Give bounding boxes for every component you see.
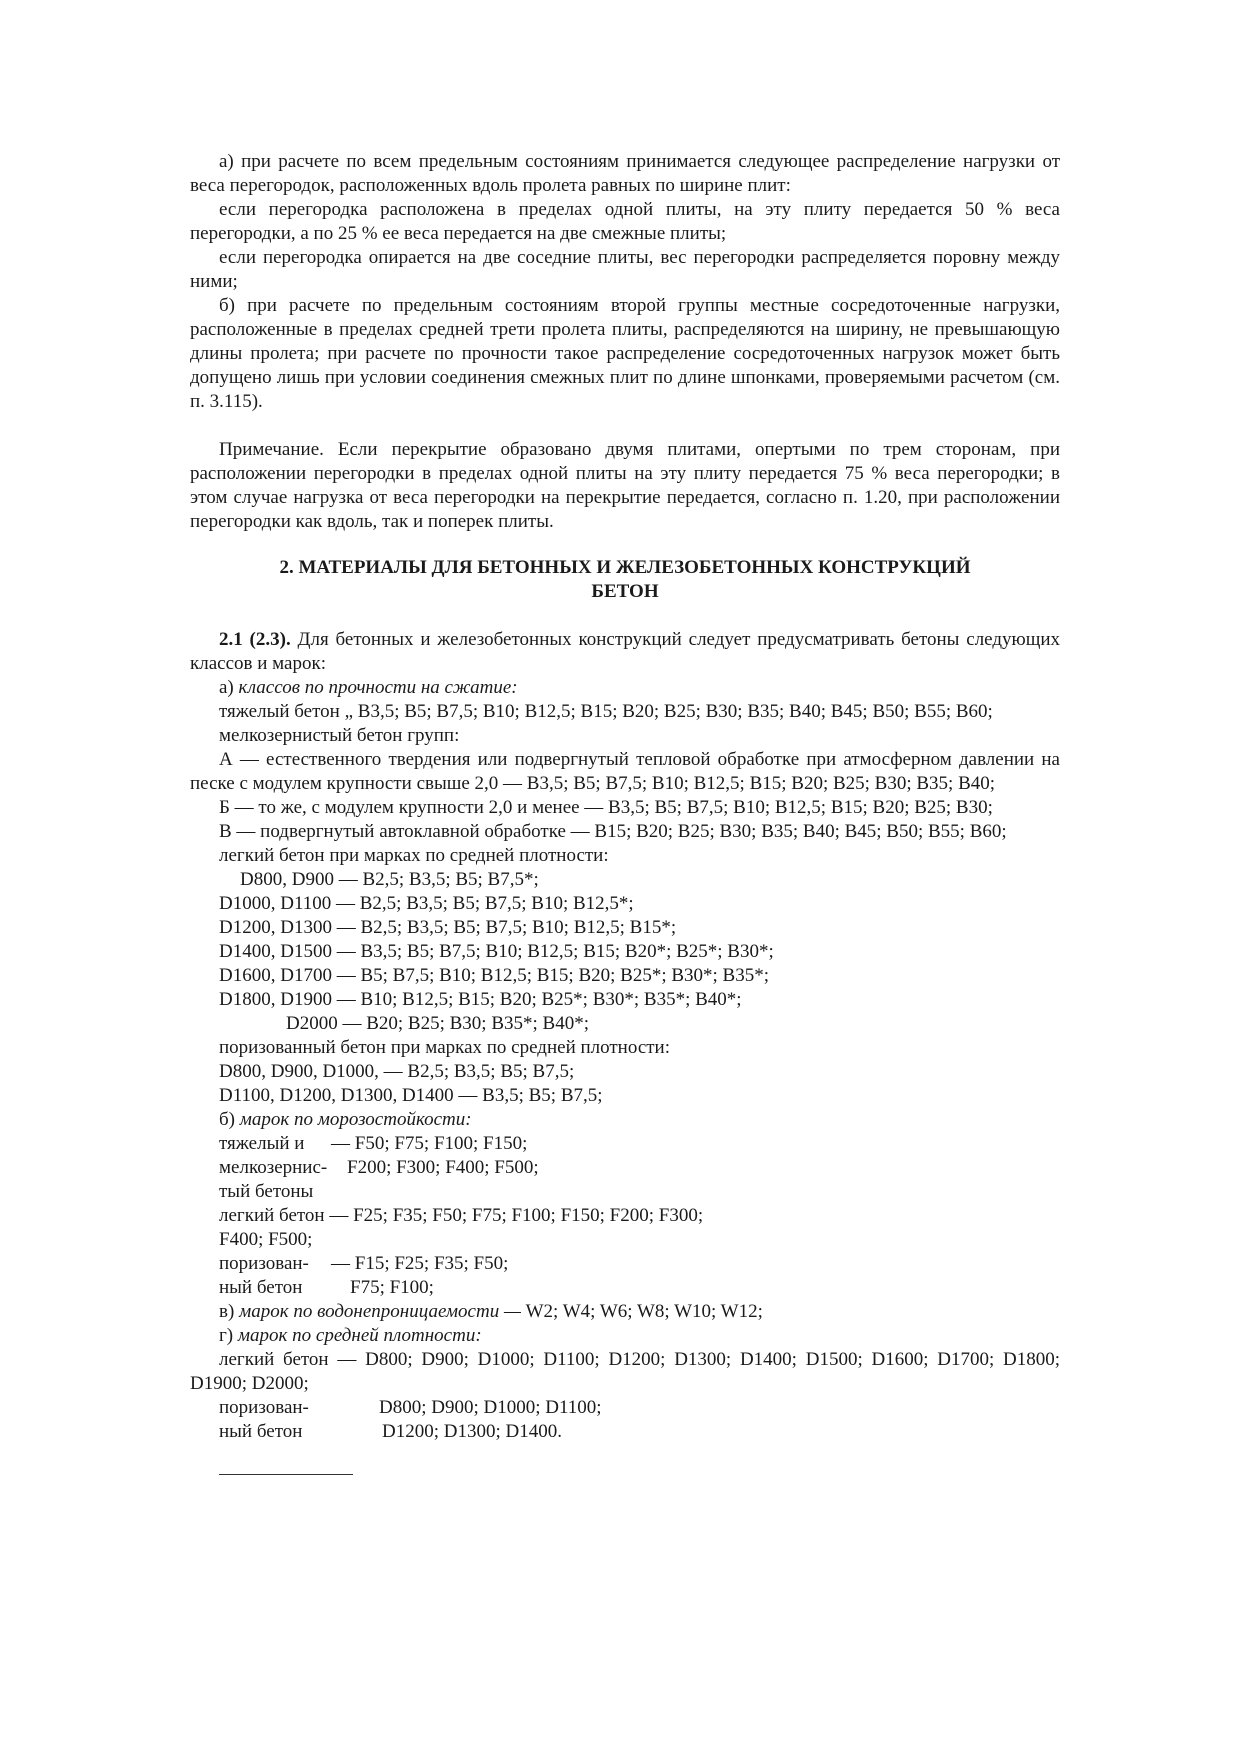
light-row: D1400, D1500 — В3,5; В5; В7,5; В10; В12,5; В15; В20*; В25*; В30*; [219, 941, 774, 962]
frost-porous-values: — F15; F25; F35; F50; [331, 1253, 509, 1274]
frost-porous-label: поризован- [219, 1253, 309, 1274]
frost-porous-row [190, 1252, 1060, 1276]
item-g [190, 1324, 1060, 1348]
item-a-label: классов по прочности на сжатие: [238, 677, 518, 698]
porous-row: D800, D900, D1000, — В2,5; В3,5; В5; В7,5; [219, 1061, 575, 1082]
item-a [190, 676, 1060, 700]
paragraph-two-plates: если перегородка опирается на две соседние плиты, вес перегородки распределяется поровну между ними; [190, 247, 1060, 292]
item-v [190, 1300, 1060, 1324]
group-a: А — естественного твердения или подвергнутый тепловой обработке при атмосферном давлении на песке с модулем крупности свыше 2,0 — В3,5; В5; В7,5; В10; В12,5; В15; В20; В25; В30; В35; В40; [190, 749, 1060, 794]
light-row: D1000, D1100 — В2,5; В3,5; В5; В7,5; В10; В12,5*; [219, 893, 634, 914]
paragraph-a: а) при расчете по всем предельным состояниям принимается следующее распределение нагрузки от веса перегородок, расположенных вдоль пролета равных по ширине плит: [190, 151, 1060, 196]
light-row: D800, D900 — В2,5; В3,5; В5; В7,5*; [240, 869, 539, 890]
frost-fine-row [190, 1156, 1060, 1180]
fine-grained-groups: мелкозернистый бетон групп: [219, 725, 460, 746]
density-light: легкий бетон — D800; D900; D1000; D1100; D1200; D1300; D1400; D1500; D1600; D1700; D1800; D1900; D2000; [190, 1349, 1060, 1394]
frost-heavy-label: тяжелый и [219, 1133, 305, 1154]
frost-heavy-row [190, 1132, 1060, 1156]
item-v-prefix: в) [219, 1301, 235, 1322]
light-concrete-intro: легкий бетон при марках по средней плотности: [219, 845, 609, 866]
density-porous-row-2 [190, 1420, 1060, 1444]
frost-fine-label-cont: тый бетоны [219, 1181, 314, 1202]
paragraph-b: б) при расчете по предельным состояниям второй группы местные сосредоточенные нагрузки, расположенные в пределах средней трети пролета плиты, распределяются на ширину, не превышающую длины пролета; при расчете по прочности такое распределение сосредоточенных нагрузок может быть допущено лишь при условии соединения смежных плит по длине шпонками, проверяемыми расчетом (см. п. 3.115). [190, 295, 1060, 412]
density-porous-label-cont: ный бетон [219, 1421, 303, 1442]
clause-text: Для бетонных и железобетонных конструкций следует предусматривать бетоны следующих классов и марок: [190, 629, 1061, 674]
porous-intro: поризованный бетон при марках по средней плотности: [219, 1037, 671, 1058]
frost-porous-values-cont: F75; F100; [350, 1277, 434, 1298]
item-b-label: марок по морозостойкости: [239, 1109, 472, 1130]
item-a-prefix: а) [219, 677, 234, 698]
density-porous-label: поризован- [219, 1397, 309, 1418]
item-b [190, 1108, 1060, 1132]
light-row: D2000 — В20; В25; В30; В35*; В40*; [286, 1013, 589, 1034]
heavy-concrete: тяжелый бетон „ В3,5; В5; В7,5; В10; В12,5; В15; В20; В25; В30; В35; В40; В45; В50; В55; В60; [219, 701, 993, 722]
item-v-label: марок по водонепроницаемости — [239, 1301, 521, 1322]
section-heading: 2. МАТЕРИАЛЫ ДЛЯ БЕТОННЫХ И ЖЕЛЕЗОБЕТОННЫХ КОНСТРУКЦИЙ [279, 557, 971, 578]
footnote-separator [219, 1474, 353, 1475]
frost-fine-values: F200; F300; F400; F500; [347, 1157, 539, 1178]
density-porous-values: D800; D900; D1000; D1100; [379, 1397, 602, 1418]
frost-heavy-values: — F50; F75; F100; F150; [331, 1133, 528, 1154]
item-v-values: W2; W4; W6; W8; W10; W12; [525, 1301, 763, 1322]
item-b-prefix: б) [219, 1109, 235, 1130]
note-paragraph: Примечание. Если перекрытие образовано двумя плитами, опертыми по трем сторонам, при расположении перегородки в пределах одной плиты на эту плиту передается 75 % веса перегородки; в этом случае нагрузка от веса перегородки на перекрытие передается, согласно п. 1.20, при расположении перегородки как вдоль, так и поперек плиты. [190, 439, 1060, 532]
light-row: D1200, D1300 — В2,5; В3,5; В5; В7,5; В10; В12,5; В15*; [219, 917, 677, 938]
item-g-prefix: г) [219, 1325, 234, 1346]
document-page [190, 150, 1060, 1475]
frost-light-row: легкий бетон — F25; F35; F50; F75; F100; F150; F200; F300; [219, 1205, 704, 1226]
paragraph-one-plate: если перегородка расположена в пределах одной плиты, на эту плиту передается 50 % веса перегородки, а по 25 % ее веса передается на две смежные плиты; [190, 199, 1060, 244]
frost-light-row-cont: F400; F500; [219, 1229, 313, 1250]
frost-porous-row-2 [190, 1276, 1060, 1300]
density-porous-values-cont: D1200; D1300; D1400. [382, 1421, 562, 1442]
frost-porous-label-cont: ный бетон [219, 1277, 303, 1298]
clause-2-1 [190, 628, 1060, 676]
clause-number: 2.1 (2.3). [219, 629, 291, 650]
group-b: Б — то же, с модулем крупности 2,0 и менее — В3,5; В5; В7,5; В10; В12,5; В15; В20; В25; В30; [219, 797, 993, 818]
frost-fine-label: мелкозернис- [219, 1157, 328, 1178]
density-porous-row [190, 1396, 1060, 1420]
light-row: D1800, D1900 — В10; В12,5; В15; В20; В25*; В30*; В35*; В40*; [219, 989, 742, 1010]
group-v: В — подвергнутый автоклавной обработке — В15; В20; В25; В30; В35; В40; В45; В50; В55; В60; [219, 821, 1007, 842]
porous-row: D1100, D1200, D1300, D1400 — В3,5; В5; В7,5; [219, 1085, 603, 1106]
section-subheading: БЕТОН [591, 581, 659, 602]
light-row: D1600, D1700 — В5; В7,5; В10; В12,5; В15; В20; В25*; В30*; В35*; [219, 965, 770, 986]
item-g-label: марок по средней плотности: [237, 1325, 482, 1346]
